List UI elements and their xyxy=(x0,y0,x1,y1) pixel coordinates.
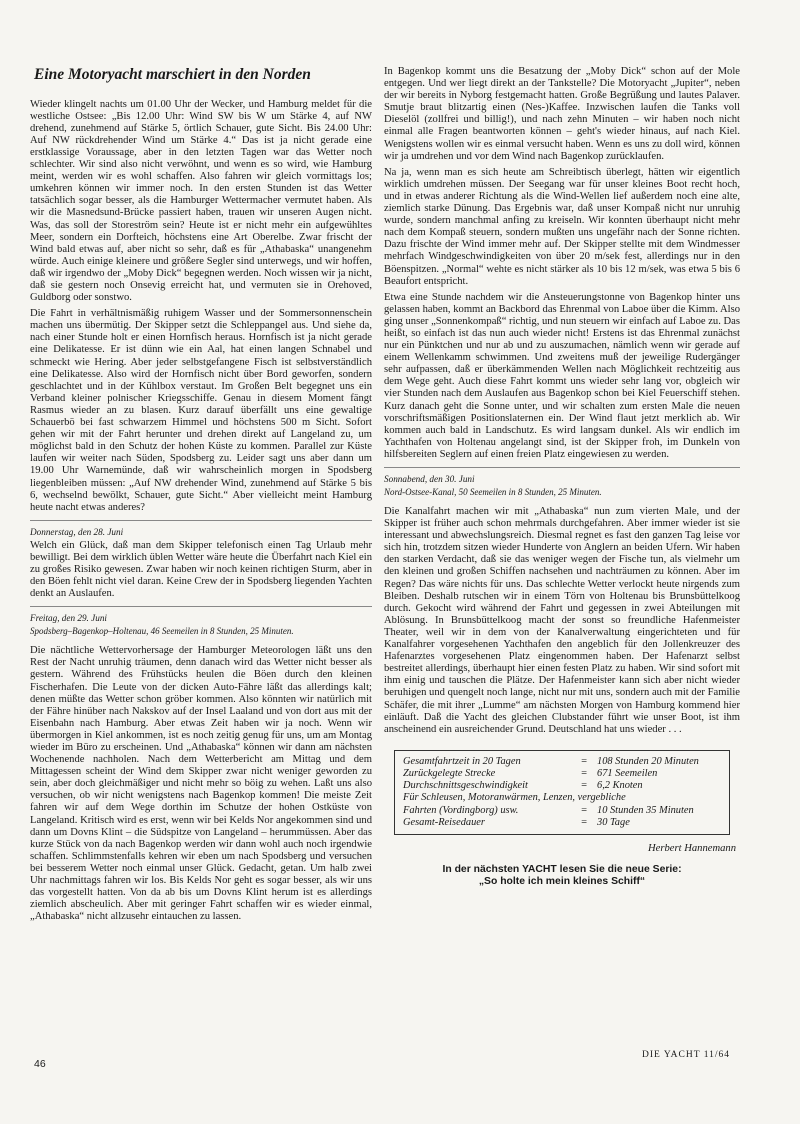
right-column xyxy=(384,66,740,889)
summary-label: Durchschnittsgeschwindigkeit xyxy=(403,780,528,792)
date-heading: Freitag, den 29. Juni xyxy=(30,613,107,624)
article-headline: Eine Motoryacht marschiert in den Norden xyxy=(34,66,311,83)
paragraph: Die Fahrt in verhältnismäßig ruhigem Wasser und der Sommersonnenschein machen uns übermütig. Der Skipper setzt die Schleppangel aus. Und siehe da, nach einer Stunde holt er einen Hornfisch heraus. Hornfisch ist ja nicht gerade eine Delikatesse. Er ist dünn wie ein Aal, hat einen langen Schnabel und schmeckt wie Hering. Aber jeder selbstgefangene Fisch ist selbstverständlich eine Delikatesse. Also wird der Hornfisch nicht über Bord geworfen, sondern geschlachtet und in der Kühlbox verstaut. Im Großen Belt begegnet uns ein Verband kleiner polnischer Kriegsschiffe. Genau in diesem Moment fängt Rasmus wieder an zu blasen. Kurz darauf überfällt uns eine gewaltige Schauerbö bei fast schwarzem Himmel und höchstens 500 m Sicht. Sofort gehen wir mit der Fahrt herunter und drehen direkt auf Langeland zu, um möglichst bald in den Schutz der hohen Küste zu kommen. Parallel zur Küste laufen wir weiter nach Süden, Spodsberg zu. Leider sagt uns aber dann um 19.00 Uhr Warnemünde, daß wir wahrscheinlich morgen in Spodsberg liegenbleiben müssen: „Auf NW drehender Wind, zunehmend auf Stärke 5 bis 6, wechselnd bewölkt, Schauer, gute Sicht.“ Aber vielleicht meint Hamburg heute nacht etwas anderes? xyxy=(30,308,372,513)
date-heading: Sonnabend, den 30. Juni xyxy=(384,474,475,484)
divider xyxy=(30,606,372,607)
trip-summary-box xyxy=(394,750,730,835)
summary-label: Zurückgelegte Strecke xyxy=(403,767,496,779)
paragraph: Die nächtliche Wettervorhersage der Hamburger Meteorologen läßt uns den Rest der Nacht unruhig träumen, denn danach wird das Wetter nicht besser als gestern. Während des Frühstücks heulen die Böen durch den kleinen Fischerhafen. Die Leute von der dicken Auto-Fähre läßt das allerdings kalt; denen müßte das Wetter schon gröber kommen. Also könnten wir natürlich mit der Fähre hinüber nach Nakskov auf der Insel Laaland und von dort aus mit der Eisenbahn nach Hamburg. Aber etwas Zeit haben wir ja noch. Wenn wir übermorgen in Kiel ankommen, ist es noch zeitig genug für uns, um am Montag wieder im Büro zu erscheinen. Und „Athabaska“ können wir dann am nächsten Wochenende nachholen. Nach dem Wetterbericht am Mittag und dem Mittagessen scheint der Wind dem Skipper zwar nicht weniger geworden zu sein, aber doch gleichmäßiger und nicht mehr so böig zu wehen. Laßt uns also versuchen, ob wir nicht wenigstens nach Bagenkop kommen! Die meiste Zeit fahren wir auf dem Wege dorthin im Schutze der hohen Ostküste von Langeland. Kritisch wird es erst, wenn wir bei Kelds Nor angekommen sind und dann um Dovns Klint – die Südspitze von Langeland – herummüssen. Aber das kurze Stück von da nach Bagenkop werden wir dann wohl auch noch irgendwie schaffen. Schlimmstenfalls kehren wir eben um nach Spodsberg und versuchen bei besserem Wetter noch einmal unser Glück. Gedacht, getan. Um halb zwei Uhr nachmittags fahren wir los. Bis Kelds Nor geht es sogar besser, als wir uns das vorgestellt hatten. Von da ab bis um Dovns Klint herum ist es allerdings ziemlich abscheulich. Aber mit geringer Fahrt schaffen wir es wieder einmal, „Athabaska“ nicht allzusehr eintauchen zu lassen. xyxy=(30,645,372,923)
summary-value: 6,2 Knoten xyxy=(597,780,643,792)
next-issue-teaser xyxy=(384,864,740,889)
right-paragraphs-2 xyxy=(384,506,740,736)
paragraph: Etwa eine Stunde nachdem wir die Ansteuerungstonne von Bagenkop hinter uns gelassen haben, kommt an Backbord das Ehrenmal von Laboe über die Kimm. Also ging unser „Sonnenkompaß“ richtig, und nun steuern wir einfach auf Laboe zu. Das heißt, so einfach ist das nun auch wieder nicht! Erstens ist das Ehrenmal zunächst nur ein Pünktchen und nur ab und zu auszumachen, nämlich wenn wir gerade auf einem Wellenkamm schwimmen. Und zweitens muß der jeweilige Rudergänger sehr aufpassen, daß er überkämmenden Wellen nach Möglichkeit rechtzeitig aus dem Wege geht. Auch diese Fahrt kommt uns wieder sehr lang vor, obgleich wir vier Stunden nach dem Auslaufen aus Bagenkop schon bei Kiel Feuerschiff stehen. Kurz danach geht die Sonne unter, und wir schalten zum ersten Male die neuen vorschriftsmäßigen Positionslaternen ein. Der Wind flaut jetzt merklich ab. Wir kommen auch bald in Landschutz. Es wird langsam dunkel. Als wir endlich im Yachthafen von Holtenau angelangt sind, ist der Skipper froh, im Dunkeln von hilfsbereiten Seglern auf einen freien Platz eingewiesen zu werden. xyxy=(384,291,740,460)
divider xyxy=(30,520,372,521)
summary-equals: = xyxy=(580,780,588,792)
date-heading: Donnerstag, den 28. Juni xyxy=(30,526,124,537)
teaser-line: „So holte ich mein kleines Schiff“ xyxy=(478,876,646,888)
left-paragraphs-2 xyxy=(30,540,372,600)
summary-value: 671 Seemeilen xyxy=(597,767,658,779)
summary-row xyxy=(403,792,721,804)
left-column xyxy=(30,66,372,927)
summary-equals: = xyxy=(580,755,588,767)
summary-value: 30 Tage xyxy=(597,816,630,828)
summary-label: Fahrten (Vordingborg) usw. xyxy=(403,804,519,816)
page-number: 46 xyxy=(34,1058,46,1070)
left-paragraphs-3 xyxy=(30,645,372,923)
teaser-line: In der nächsten YACHT lesen Sie die neue Serie: xyxy=(442,864,682,875)
summary-row xyxy=(403,756,721,768)
summary-label: Gesamt-Reisedauer xyxy=(403,816,485,828)
summary-label: Gesamtfahrtzeit in 20 Tagen xyxy=(403,755,521,767)
summary-row xyxy=(403,780,721,792)
summary-row xyxy=(403,817,721,829)
paragraph: In Bagenkop kommt uns die Besatzung der „Moby Dick“ schon auf der Mole entgegen. Und wer liegt direkt an der Tankstelle? Die Motoryacht „Jupiter“, neben der wir bereits in Nyborg festgemacht hatten. Große Begrüßung und lautes Palaver. Smutje braut blitzartig einen (Nes-)Kaffee. Inzwischen laufen die Tanks voll Dieselöl (zollfrei und billig!), und nach zehn Minuten – wir haben noch nicht einmal alle Fragen beantworten können – geht's wieder hinaus, auf nach Kiel. Wenigstens wollen wir es einmal versucht haben. Wenn es uns zu doll wird, können wir ja umdrehen und vor dem Wind nach Bagenkop zurücklaufen. xyxy=(384,66,740,162)
summary-equals: = xyxy=(580,804,588,816)
paragraph: Welch ein Glück, daß man dem Skipper telefonisch einen Tag Urlaub mehr bewilligt. Bei dem wirklich üblen Wetter wäre heute die Überfahrt nach Kiel ein zu großes Risiko gewesen. Zwar haben wir noch keinen richtigen Sturm, aber in den Böen fehlt nicht viel daran. Keine Crew der in Spodsberg liegenden Yachten denkt an Auslaufen. xyxy=(30,539,372,600)
summary-equals: = xyxy=(580,816,588,828)
paragraph: Na ja, wenn man es sich heute am Schreibtisch überlegt, hätten wir eigentlich wirklich umdrehen müssen. Der Seegang war für unser kleines Boot recht hoch, und in etwas anderer Richtung als die Wind-Wellen lief außerdem noch eine alte, ziemlich starke Dünung. Das Ergebnis war, daß unser Kompaß nicht nur unruhig wurde, sondern manchmal anfing zu kreiseln. Wir konnten überhaupt nicht mehr nach dem Kompaß steuern, sondern mußten uns ungefähr nach der Sonne richten. Dazu frischte der Wind immer mehr auf. Der Skipper stellte mit dem Windmesser mehrfach Windgeschwindigkeiten von über 20 m/sek fest, allerdings nur in den Böenspitzen. „Normal“ wehte es nicht stärker als 10 bis 12 m/sek, was etwa 5 bis 6 Beaufort entspricht. xyxy=(384,166,740,287)
left-paragraphs-1 xyxy=(30,99,372,514)
summary-value: 10 Stunden 35 Minuten xyxy=(597,804,694,816)
summary-value: 108 Stunden 20 Minuten xyxy=(597,755,699,767)
summary-label: Für Schleusen, Motoranwärmen, Lenzen, vergebliche xyxy=(403,792,626,804)
paragraph: Wieder klingelt nachts um 01.00 Uhr der Wecker, und Hamburg meldet für die westliche Ostsee: „Bis 12.00 Uhr: Wind SW bis W um Stärke 4, auf NW drehend, zunehmend auf Stärke 5, örtlich Schauer, gute Sicht. Bis 24.00 Uhr: Auf NW rückdrehender Wind um Stärke 4.“ Das ist ja nicht gerade eine erstklassige Voraussage, aber in den letzten Tagen war das Wetter noch schlechter. Wir sind also nicht verwöhnt, und wenn es so wird, wie Hamburg meint, werden wir es wohl schaffen. Also fahren wir gleich vormittags los; umkehren können wir immer noch. In den ersten Stunden ist das Wetter tatsächlich sogar besser, als die Hamburger Wettermacher vermutet haben. Als wir die Masnedsund-Brücke passiert haben, trauen wir unseren Augen nicht. Was, das soll der Storeström sein? Heute ist er nicht mehr ein aufgewühltes Meer, sondern ein Dorfteich, höchstens eine Art Oberelbe. Zwar frischt der Wind bald etwas auf, aber nicht so sehr, daß es für „Athabaska“ unangenehm würde. Auch einige kleinere und größere Segler sind unterwegs, und wir hoffen, daß wir irgendwo der „Moby Dick“ begegnen werden. Noch wissen wir ja nicht, daß sie gestern noch Onsevig erreicht hat, und vermuten sie in Orehoved, Guldborg oder sonstwo. xyxy=(30,98,372,304)
summary-row xyxy=(403,768,721,780)
route-line: Nord-Ostsee-Kanal, 50 Seemeilen in 8 Stunden, 25 Minuten. xyxy=(384,487,602,497)
summary-equals: = xyxy=(580,767,588,779)
author-name: Herbert Hannemann xyxy=(648,843,736,854)
right-paragraphs-1 xyxy=(384,66,740,461)
magazine-issue: DIE YACHT 11/64 xyxy=(642,1050,731,1060)
route-line: Spodsberg–Bagenkop–Holtenau, 46 Seemeilen in 8 Stunden, 25 Minuten. xyxy=(30,626,294,637)
divider xyxy=(384,467,740,468)
summary-row xyxy=(403,805,721,817)
paragraph: Die Kanalfahrt machen wir mit „Athabaska“ nun zum vierten Male, und der Skipper ist früher auch schon mehrmals durchgefahren. Aber immer wieder ist sie interessant und abwechslungsreich. Diesmal regnet es fast den ganzen Tag leise vor sich hin, trotzdem sitzen wieder Hunderte von Anglern an beiden Ufern. Wir haben den starken Verdacht, daß sie das weniger wegen der Fische tun, als vielmehr um den kleinen und großen Schiffen nachsehen und nachträumen zu können. Aber im Regen? Das wäre nichts für uns. Das schlechte Wetter verlockt heute nirgends zum Bleiben. Deshalb rutschen wir in einem Törn von Holtenau bis Brunsbüttelkoog durch. Gekocht wird während der Fahrt und gegessen in zwei Abteilungen mit Ablösung. In Brunsbüttelkoog macht der sonst so freundliche Hafenmeister Theater, weil wir in dem von der Kanalverwaltung eingerichteten und für Kanalfahrer vorgesehenen Yachthafen den angeblich für den Jollenkreuzer des Hafenarztes vorgesehenen Platz eingenommen haben. Der Hafenarzt selbst bestreitet allerdings, überhaupt hier einen festen Platz zu haben. Wir sind sofort mit ihm einig und tauschen die Plätze. Der Hafenmeister kann sich aber nicht wieder beruhigen und quengelt noch lange, nicht nur mit uns, sondern auch mit der Familie Schäfer, die mit ihrer „Lumme“ am nächsten Morgen von Hamburg kommend hier einläuft. Daß die Yacht des gleichen Clubstander führt wie unser Boot, ist ihm anscheinend ein ausreichender Grund. Deutschland hat uns wieder . . . xyxy=(384,506,740,735)
